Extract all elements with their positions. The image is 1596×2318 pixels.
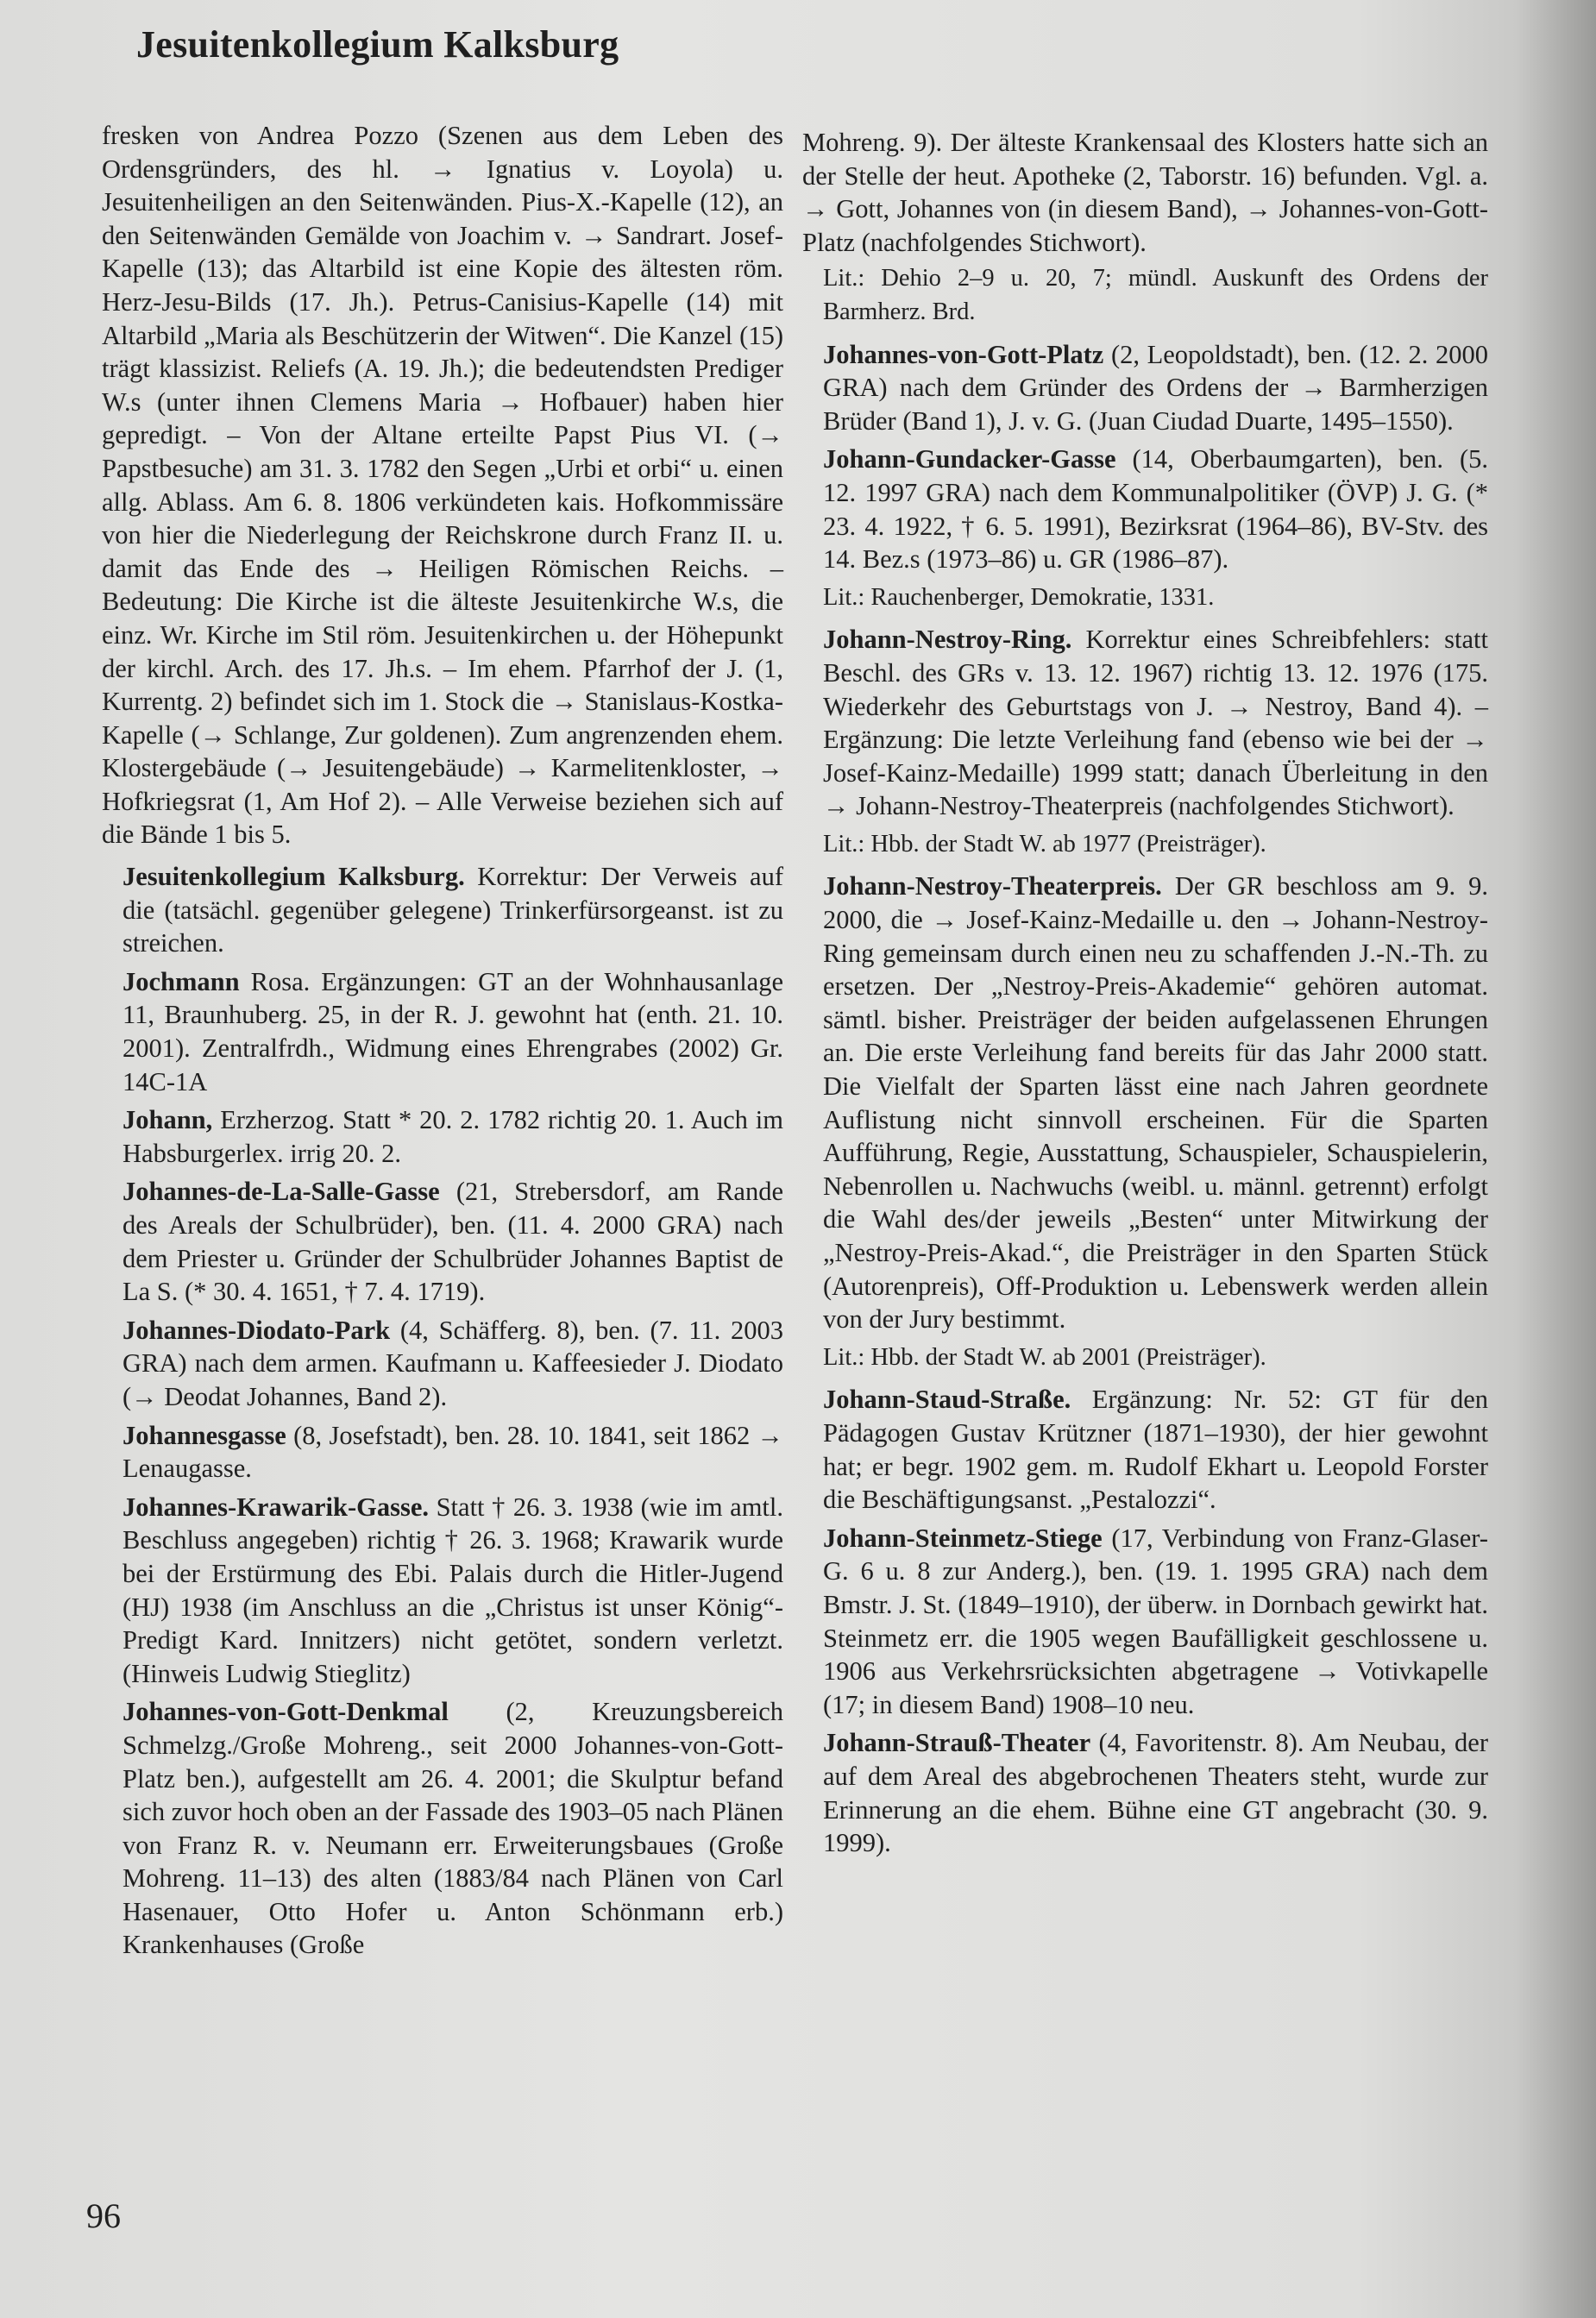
entry-lemma: Johann-Gundacker-Gasse: [823, 444, 1116, 474]
entry-text: (4, Schäfferg. 8), ben. (7. 11. 2003 GRA) nach dem armen. Kaufmann u. Kaffeesieder J. Diodato (→ Deodat Johannes, Band 2).: [123, 1315, 784, 1411]
entry-text: (2, Kreuzungsbereich Schmelzg./Große Mohreng., seit 2000 Johannes-von-Gott-Platz ben.), aufgestellt am 26. 4. 2001; die Skulptur befand sich zuvor hoch oben an der Fassade des 1903–05 nach Plänen von Franz R. v. Neumann err. Erweiterungsbaues (Große Mohreng. 11–13) des alten (1883/84 nach Plänen von Carl Hasenauer, Otto Hofer u. Anton Schönmann erb.) Krankenhauses (Große: [123, 1697, 784, 1960]
entry-lemma: Johannes-von-Gott-Platz: [823, 339, 1104, 369]
entry-text: Rosa. Ergänzungen: GT an der Wohnhausanlage 11, Braunhuberg. 25, in der R. J. gewohnt hat (enth. 21. 10. 2001). Zentralfrdh., Widmung eines Ehrengrabes (2002) Gr. 14C-1A: [123, 966, 783, 1096]
entry-lemma: Johann-Nestroy-Theaterpreis.: [823, 871, 1162, 901]
literature-note: Lit.: Rauchenberger, Demokratie, 1331.: [823, 583, 1215, 611]
literature-note: Lit.: Hbb. der Stadt W. ab 1977 (Preisträger).: [823, 830, 1266, 857]
entry-text: (2, Leopoldstadt), ben. (12. 2. 2000 GRA) nach dem Gründer des Ordens der → Barmherzigen Brüder (Band 1), J. v. G. (Juan Ciudad Duarte, 1495–1550).: [823, 339, 1488, 436]
entry-lemma: Johannes-von-Gott-Denkmal: [123, 1697, 449, 1727]
literature-note: Lit.: Dehio 2–9 u. 20, 7; mündl. Auskunft des Ordens der Barmherz. Brd.: [823, 265, 1488, 325]
entry-text: (17, Verbindung von Franz-Glaser-G. 6 u. 8 zur Anderg.), ben. (19. 1. 1995 GRA) nach dem Bmstr. J. St. (1849–1910), der überw. in Dornbach gewirkt hat. Steinmetz err. die 1905 wegen Baufälligkeit geschlossene u. 1906 aus Verkehrsrücksichten abgetragene → Votivkapelle (17; in diesem Band) 1908–10 neu.: [823, 1523, 1489, 1719]
running-head: Jesuitenkollegium Kalksburg: [136, 23, 619, 66]
entry-text: Korrektur eines Schreibfehlers: statt Beschl. des GRs v. 13. 12. 1967) richtig 13. 12. 1976 (175. Wiederkehr des Geburtstags von J. → Nestroy, Band 4). – Ergänzung: Die letzte Verleihung fand (ebenso wie bei der → Josef-Kainz-Medaille) 1999 statt; danach Überleitung in den → Johann-Nestroy-Theaterpreis (nachfolgendes Stichwort).: [823, 625, 1488, 821]
entry-johannesgasse: [102, 1419, 783, 1486]
entry-lemma: Johann,: [123, 1105, 213, 1135]
literature-note: Lit.: Hbb. der Stadt W. ab 2001 (Preisträger).: [823, 1343, 1266, 1371]
continuation-text: fresken von Andrea Pozzo (Szenen aus dem Leben des Ordensgründers, des hl. → Ignatius v. Loyola) u. Jesuitenheiligen an den Seitenwänden. Pius-X.-Kapelle (12), an den Seitenwänden Gemälde von Joachim v. → Sandrart. Josef-Kapelle (13); das Altarbild ist eine Kopie des ältesten röm. Herz-Jesu-Bilds (17. Jh.). Petrus-Canisius-Kapelle (14) mit Altarbild „Maria als Beschützerin der Witwen“. Die Kanzel (15) trägt klassizist. Reliefs (A. 19. Jh.); die bedeutendsten Prediger W.s (unter ihnen Clemens Maria → Hofbauer) haben hier gepredigt. – Von der Altane erteilte Papst Pius VI. (→ Papstbesuche) am 31. 3. 1782 den Segen „Urbi et orbi“ u. einen allg. Ablass. Am 6. 8. 1806 verkündeten kais. Hofkommissäre von hier die Niederlegung der Reichskrone durch Franz II. u. damit das Ende des → Heiligen Römischen Reichs. – Bedeutung: Die Kirche ist die älteste Jesuitenkirche W.s, die einz. Wr. Kirche im Stil röm. Jesuitenkirchen u. der Höhepunkt der kirchl. Arch. des 17. Jh.s. – Im ehem. Pfarrhof der J. (1, Kurrentg. 2) befindet sich im 1. Stock die → Stanislaus-Kostka-Kapelle (→ Schlange, Zur goldenen). Zum angrenzenden ehem. Klostergebäude (→ Jesuitengebäude) → Karmelitenkloster, → Hofkriegsrat (1, Am Hof 2). – Alle Verweise beziehen sich auf die Bände 1 bis 5.: [102, 121, 783, 850]
entry-lemma: Johannes-de-La-Salle-Gasse: [123, 1177, 440, 1207]
entry-jochmann: [102, 965, 783, 1098]
entry-text: (8, Josefstadt), ben. 28. 10. 1841, seit 1862 → Lenaugasse.: [123, 1420, 783, 1484]
entry-lemma: Johannes-Diodato-Park: [123, 1315, 391, 1345]
entry-text: Erzherzog. Statt * 20. 2. 1782 richtig 20. 1. Auch im Habsburgerlex. irrig 20. 2.: [123, 1105, 784, 1168]
entry-text: Korrektur: Der Verweis auf die (tatsächl. gegenüber gelegene) Trinkerfürsorgeanst. ist zu streichen.: [123, 862, 783, 958]
entry-text: Statt † 26. 3. 1938 (wie im amtl. Beschluss angegeben) richtig † 26. 3. 1968; Krawarik wurde bei der Erstürmung des Ebi. Palais durch die Hitler-Jugend (HJ) 1938 (im Anschluss an die „Christus ist unser König“-Predigt Kard. Innitzers) nicht getötet, sondern verletzt. (Hinweis Ludwig Stieglitz): [123, 1492, 784, 1688]
entry-gott-denkmal: [102, 1695, 783, 1962]
entry-steinmetz-stiege: [802, 1522, 1488, 1722]
entry-lemma: Jochmann: [123, 966, 240, 996]
entry-la-salle-gasse: [102, 1175, 783, 1308]
entry-nestroy-ring: [802, 623, 1488, 823]
entry-gott-platz: [802, 338, 1488, 438]
entry-lemma: Johann-Steinmetz-Stiege: [823, 1523, 1103, 1553]
entry-text: (21, Strebersdorf, am Rande des Areals der Schulbrüder), ben. (11. 4. 2000 GRA) nach dem Priester u. Gründer der Schulbrüder Johannes Baptist de La S. (* 30. 4. 1651, † 7. 4. 1719).: [123, 1177, 783, 1307]
entry-gundacker-gasse: [802, 443, 1488, 575]
entry-nestroy-theaterpreis: [802, 870, 1488, 1335]
right-column: [802, 126, 1488, 1865]
left-column: [102, 119, 783, 1967]
entry-text: Ergänzung: Nr. 52: GT für den Pädagogen Gustav Krützner (1871–1930), der hier gewohnt hat; er begr. 1902 gem. m. Rudolf Ekhart u. Leopold Forster die Beschäftigungsanst. „Pestalozzi“.: [823, 1385, 1489, 1515]
entry-lemma: Johannesgasse: [123, 1420, 286, 1450]
page-number: 96: [86, 2196, 121, 2235]
entry-diodato-park: [102, 1314, 783, 1414]
entry-lemma: Johann-Staud-Straße.: [823, 1385, 1071, 1415]
entry-lemma: Johannes-Krawarik-Gasse.: [123, 1492, 429, 1522]
entry-text: Der GR beschloss am 9. 9. 2000, die → Josef-Kainz-Medaille u. den → Johann-Nestroy-Ring gemeinsam durch einen neu zu schaffenden J.-N.-Th. zu ersetzen. Der „Nestroy-Preis-Akademie“ gehören automat. sämtl. bisher. Preisträger der beiden aufgelassenen Ehrungen an. Die erste Verleihung fand bereits für das Jahr 2000 statt. Die Vielfalt der Sparten lässt eine nach Jahren geordnete Auflistung nicht sinnvoll erscheinen. Für die Sparten Aufführung, Regie, Ausstattung, Schauspieler, Schauspielerin, Nebenrollen u. Nachwuchs (weibl. u. männl. getrennt) erfolgt die Wahl des/der jeweils „Besten“ unter Mitwirkung der „Nestroy-Preis-Akad.“, die Preisträger in den Sparten Stück (Autorenpreis), Off-Produktion u. Lebenswerk werden allein von der Jury bestimmt.: [823, 871, 1488, 1335]
entry-staud-strasse: [802, 1383, 1488, 1516]
entry-jesuitenkollegium: [102, 860, 783, 960]
continuation-text: Mohreng. 9). Der älteste Krankensaal des Klosters hatte sich an der Stelle der heut. Apotheke (2, Taborstr. 16) befunden. Vgl. a. → Gott, Johannes von (in diesem Band), → Johannes-von-Gott-Platz (nachfolgendes Stichwort).: [802, 128, 1488, 257]
entry-text: (14, Oberbaumgarten), ben. (5. 12. 1997 GRA) nach dem Kommunalpolitiker (ÖVP) J. G. (* 23. 4. 1922, † 6. 5. 1991), Bezirksrat (1964–86), BV-Stv. des 14. Bez.s (1973–86) u. GR (1986–87).: [823, 444, 1488, 575]
entry-lemma: Jesuitenkollegium Kalksburg.: [123, 862, 465, 892]
entry-krawarik-gasse: [102, 1491, 783, 1691]
entry-text: (4, Favoritenstr. 8). Am Neubau, der auf dem Areal des abgebrochenen Theaters steht, wurde zur Erinnerung an die ehem. Bühne eine GT angebracht (30. 9. 1999).: [823, 1728, 1489, 1858]
entry-lemma: Johann-Nestroy-Ring.: [823, 625, 1072, 655]
entry-lemma: Johann-Strauß-Theater: [823, 1728, 1091, 1758]
entry-johann: [102, 1103, 783, 1170]
entry-strauss-theater: [802, 1726, 1488, 1859]
